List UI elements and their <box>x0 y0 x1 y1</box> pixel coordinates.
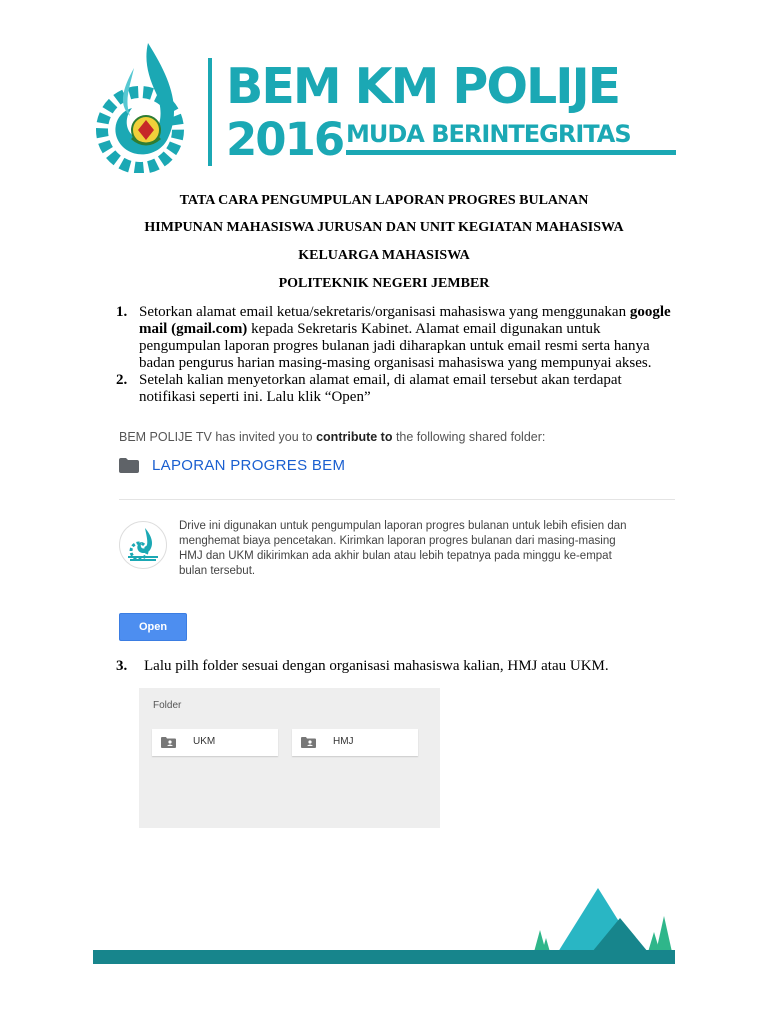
brand-tagline: MUDA BERINTEGRITAS <box>346 120 631 148</box>
footer-bar <box>93 950 675 964</box>
shared-folder-icon <box>161 737 176 748</box>
step-number: 1. <box>116 304 128 320</box>
invite-text: BEM POLIJE TV has invited you to contribute to the following shared folder: <box>119 430 546 444</box>
bem-logo <box>90 38 200 173</box>
mountain-illustration <box>520 880 680 952</box>
folder-item-label: UKM <box>193 736 216 747</box>
invite-message: Drive ini digunakan untuk pengumpulan laporan progres bulanan untuk lebih efisien dan menghemat biaya pencetakan. Kirimkan laporan progres bulanan dari masing-masing HMJ dan UKM dikirimkan ada akhir bulan atau lebih tepatnya pada minggu ke-empat bulan tersebut. <box>179 520 627 577</box>
brand-year: 2016 <box>226 113 344 166</box>
shared-folder-icon <box>301 737 316 748</box>
folder-name[interactable]: LAPORAN PROGRES BEM <box>152 457 346 474</box>
sender-avatar <box>119 521 167 569</box>
folder-picker <box>139 688 440 828</box>
sender-logo-icon <box>120 522 166 568</box>
step-1 <box>116 304 676 372</box>
step-2 <box>116 372 676 406</box>
document-title-line-1: TATA CARA PENGUMPULAN LAPORAN PROGRES BULANAN <box>179 193 589 208</box>
invite-divider <box>119 499 675 500</box>
tagline-underline <box>346 150 676 155</box>
document-title-line-3: KELUARGA MAHASISWA <box>298 248 470 263</box>
step-text: Lalu pilh folder sesuai dengan organisasi mahasiswa kalian, HMJ atau UKM. <box>144 658 609 674</box>
step-text: Setelah kalian menyetorkan alamat email, di alamat email tersebut akan terdapat notifikasi seperti ini. Lalu klik “Open” <box>139 372 622 405</box>
step-text: Setorkan alamat email ketua/sekretaris/organisasi mahasiswa yang menggunakan google mail (gmail.com) kepada Sekretaris Kabinet. Alamat email digunakan untuk pengumpulan laporan progres bulanan jadi diharapkan untuk email resmi serta hanya badan pengurus harian masing-masing organisasi mahasiswa yang mempunyai akses. <box>139 304 671 371</box>
document-title-line-4: POLITEKNIK NEGERI JEMBER <box>278 276 490 291</box>
brand-name: BEM KM POLIJE <box>226 58 620 115</box>
folder-item-hmj[interactable] <box>292 729 418 756</box>
folder-section-label: Folder <box>153 700 182 711</box>
step-number: 2. <box>116 372 128 388</box>
folder-icon <box>119 458 139 473</box>
document-title-line-2: HIMPUNAN MAHASISWA JURUSAN DAN UNIT KEGIATAN MAHASISWA <box>144 220 624 235</box>
step-3 <box>116 658 676 675</box>
folder-item-label: HMJ <box>333 736 354 747</box>
header-divider <box>208 58 212 166</box>
step-number: 3. <box>116 658 128 674</box>
open-button[interactable]: Open <box>119 613 187 641</box>
folder-item-ukm[interactable] <box>152 729 278 756</box>
